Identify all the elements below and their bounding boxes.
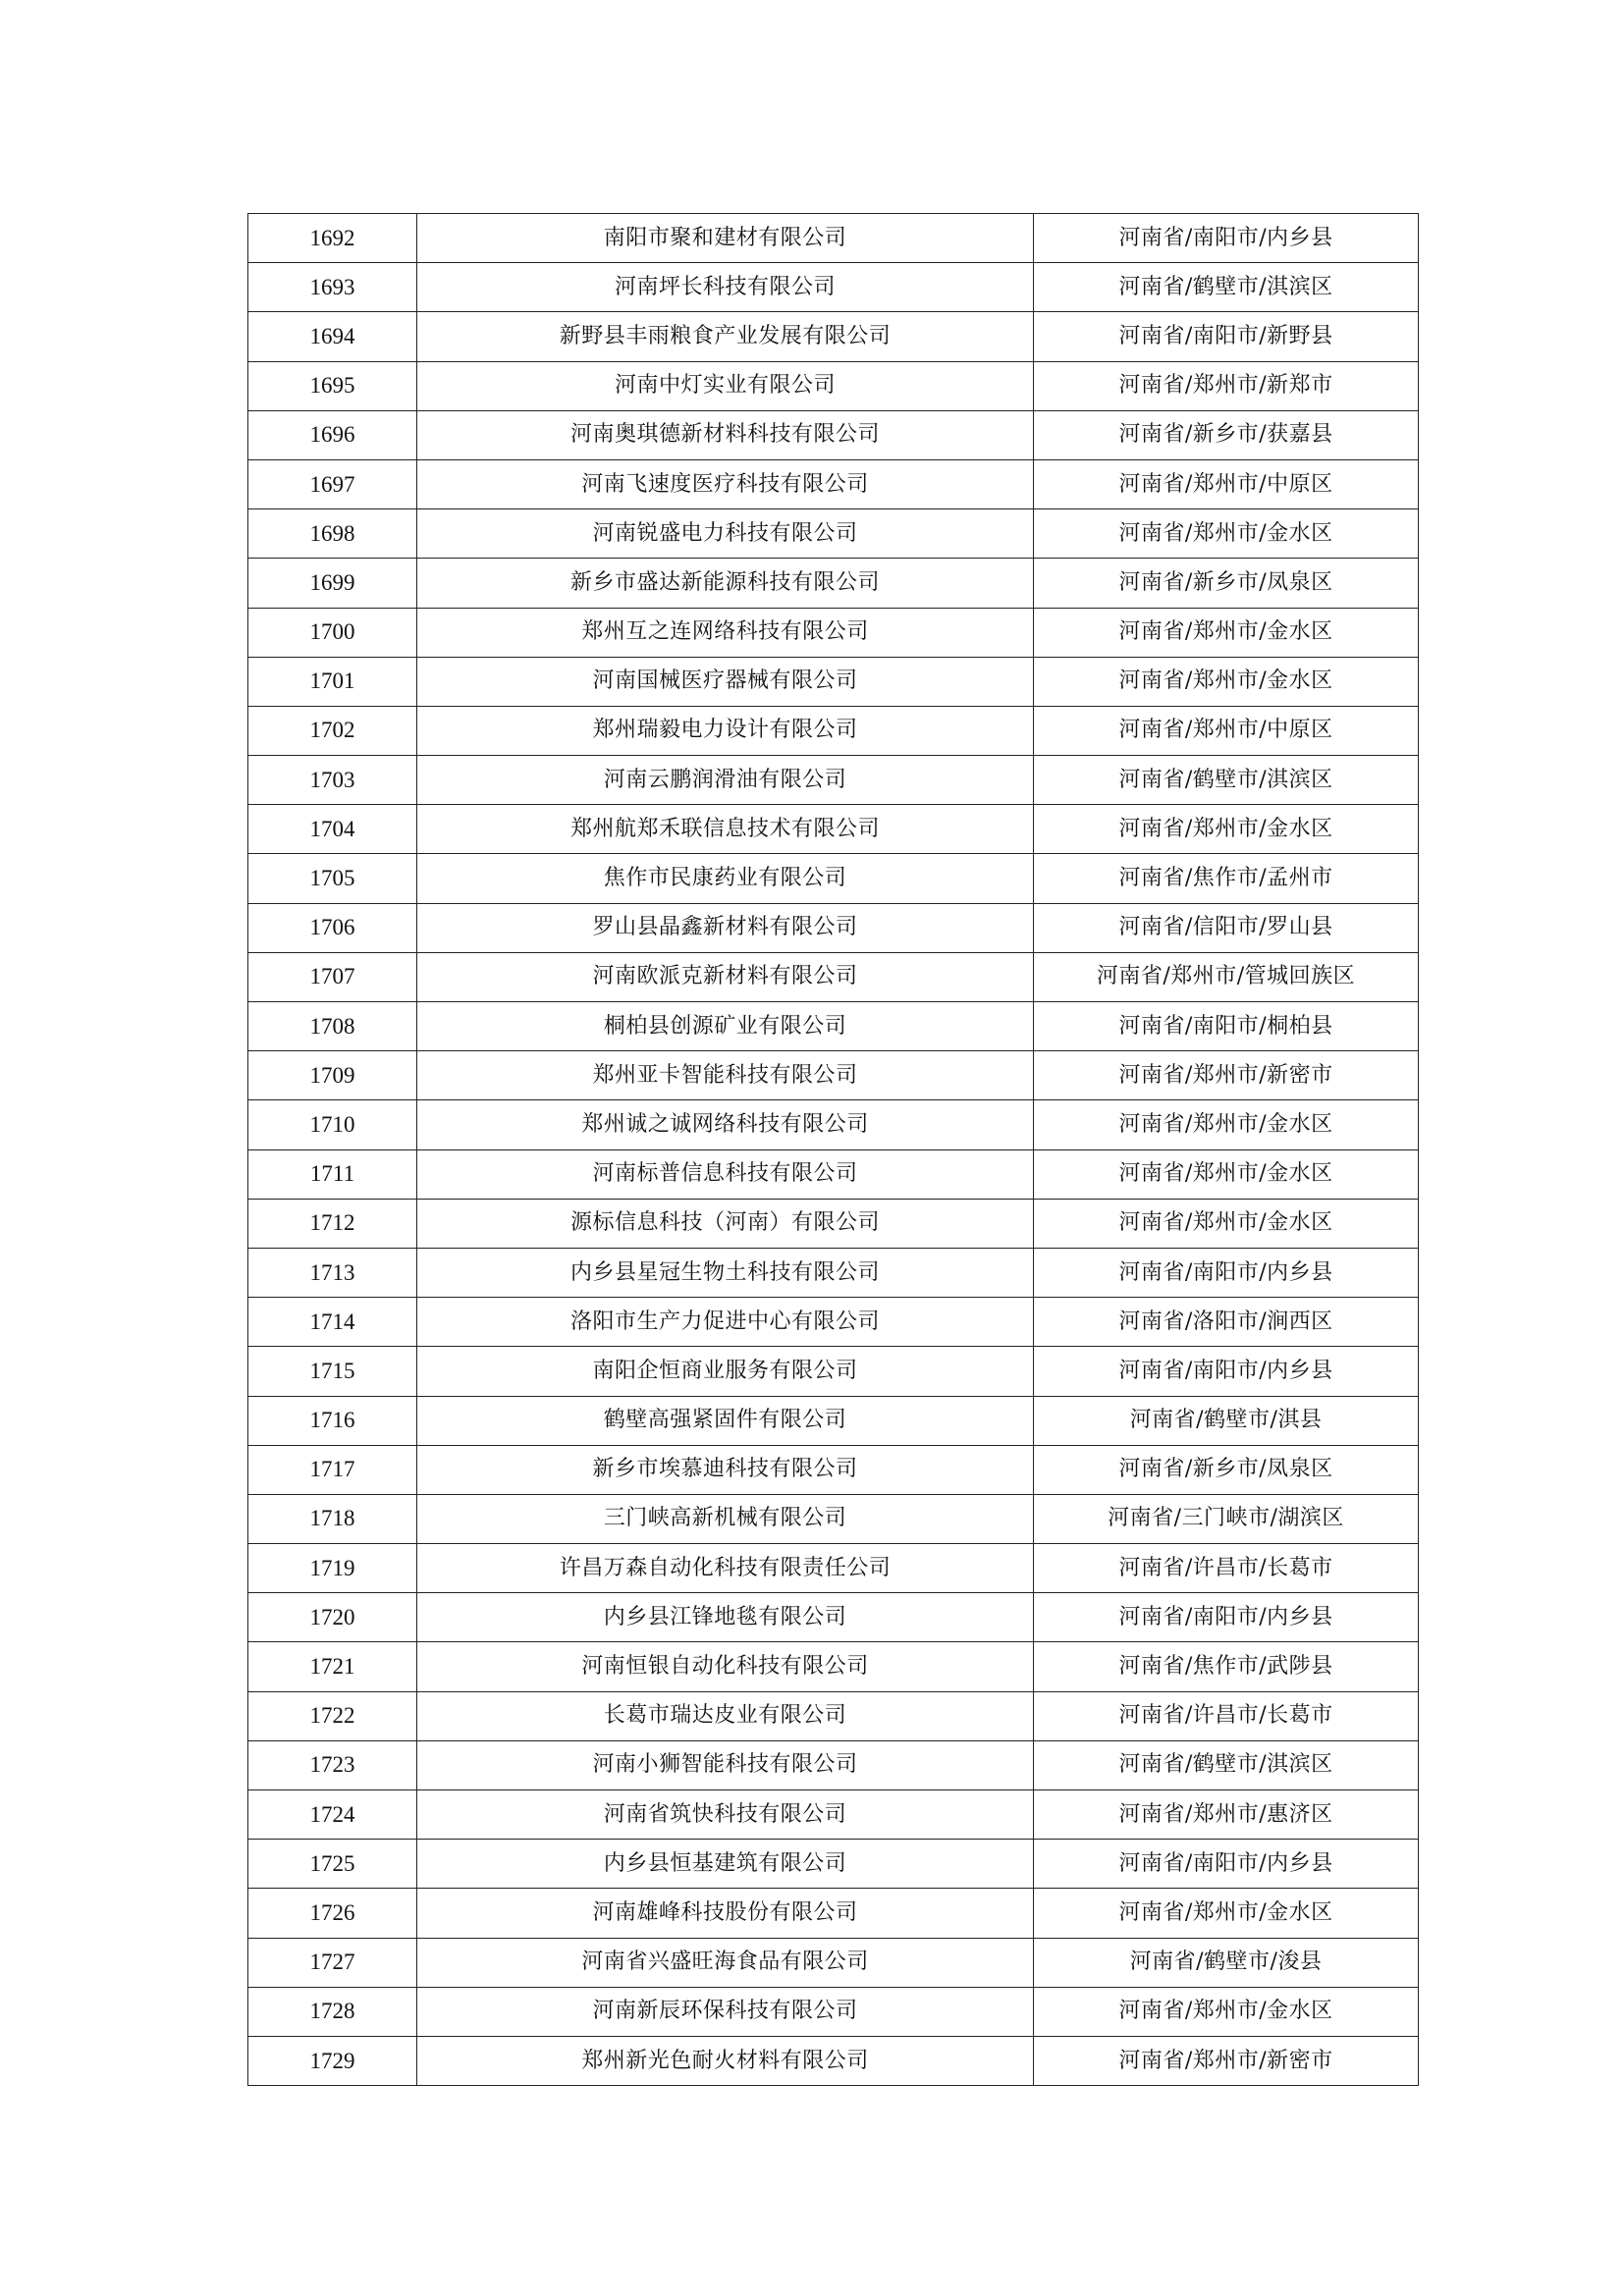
- company-name-cell: 洛阳市生产力促进中心有限公司: [417, 1298, 1034, 1347]
- row-number-cell: 1699: [248, 559, 417, 608]
- region-cell: 河南省/新乡市/获嘉县: [1034, 410, 1419, 459]
- company-name-cell: 河南中灯实业有限公司: [417, 361, 1034, 410]
- table-row: [248, 2036, 1419, 2085]
- region-cell: 河南省/南阳市/新野县: [1034, 312, 1419, 361]
- company-name-cell: 河南锐盛电力科技有限公司: [417, 509, 1034, 559]
- region-cell: 河南省/郑州市/中原区: [1034, 459, 1419, 508]
- region-cell: 河南省/郑州市/中原区: [1034, 706, 1419, 755]
- table-row: [248, 214, 1419, 263]
- company-name-cell: 罗山县晶鑫新材料有限公司: [417, 903, 1034, 952]
- company-list-body: [248, 214, 1419, 2086]
- region-cell: 河南省/鹤壁市/淇滨区: [1034, 756, 1419, 805]
- table-row: [248, 1298, 1419, 1347]
- row-number-cell: 1696: [248, 410, 417, 459]
- row-number-cell: 1722: [248, 1691, 417, 1740]
- region-cell: 河南省/郑州市/金水区: [1034, 608, 1419, 657]
- row-number-cell: 1728: [248, 1987, 417, 2036]
- table-row: [248, 1051, 1419, 1100]
- row-number-cell: 1695: [248, 361, 417, 410]
- table-row: [248, 706, 1419, 755]
- table-row: [248, 952, 1419, 1001]
- company-name-cell: 桐柏县创源矿业有限公司: [417, 1002, 1034, 1051]
- table-row: [248, 608, 1419, 657]
- region-cell: 河南省/鹤壁市/淇县: [1034, 1396, 1419, 1445]
- company-name-cell: 河南坪长科技有限公司: [417, 263, 1034, 312]
- company-name-cell: 焦作市民康药业有限公司: [417, 854, 1034, 903]
- company-list-table: [247, 213, 1419, 2086]
- company-name-cell: 鹤壁高强紧固件有限公司: [417, 1396, 1034, 1445]
- region-cell: 河南省/郑州市/新密市: [1034, 2036, 1419, 2085]
- table-row: [248, 263, 1419, 312]
- row-number-cell: 1715: [248, 1347, 417, 1396]
- region-cell: 河南省/郑州市/金水区: [1034, 1100, 1419, 1149]
- company-name-cell: 河南省筑快科技有限公司: [417, 1790, 1034, 1840]
- row-number-cell: 1718: [248, 1494, 417, 1543]
- company-name-cell: 河南欧派克新材料有限公司: [417, 952, 1034, 1001]
- row-number-cell: 1709: [248, 1051, 417, 1100]
- table-row: [248, 903, 1419, 952]
- company-name-cell: 郑州瑞毅电力设计有限公司: [417, 706, 1034, 755]
- region-cell: 河南省/郑州市/惠济区: [1034, 1790, 1419, 1840]
- row-number-cell: 1692: [248, 214, 417, 263]
- region-cell: 河南省/南阳市/内乡县: [1034, 1248, 1419, 1297]
- region-cell: 河南省/新乡市/凤泉区: [1034, 559, 1419, 608]
- company-name-cell: 南阳市聚和建材有限公司: [417, 214, 1034, 263]
- region-cell: 河南省/新乡市/凤泉区: [1034, 1445, 1419, 1494]
- row-number-cell: 1725: [248, 1840, 417, 1889]
- table-row: [248, 459, 1419, 508]
- table-row: [248, 657, 1419, 706]
- row-number-cell: 1704: [248, 805, 417, 854]
- row-number-cell: 1702: [248, 706, 417, 755]
- row-number-cell: 1710: [248, 1100, 417, 1149]
- row-number-cell: 1712: [248, 1199, 417, 1248]
- company-name-cell: 内乡县恒基建筑有限公司: [417, 1840, 1034, 1889]
- row-number-cell: 1714: [248, 1298, 417, 1347]
- company-name-cell: 长葛市瑞达皮业有限公司: [417, 1691, 1034, 1740]
- company-name-cell: 新乡市盛达新能源科技有限公司: [417, 559, 1034, 608]
- company-name-cell: 内乡县星冠生物土科技有限公司: [417, 1248, 1034, 1297]
- company-name-cell: 河南飞速度医疗科技有限公司: [417, 459, 1034, 508]
- table-row: [248, 1840, 1419, 1889]
- company-name-cell: 郑州航郑禾联信息技术有限公司: [417, 805, 1034, 854]
- region-cell: 河南省/郑州市/金水区: [1034, 1889, 1419, 1938]
- company-name-cell: 河南国械医疗器械有限公司: [417, 657, 1034, 706]
- company-name-cell: 新野县丰雨粮食产业发展有限公司: [417, 312, 1034, 361]
- table-row: [248, 756, 1419, 805]
- company-name-cell: 南阳企恒商业服务有限公司: [417, 1347, 1034, 1396]
- region-cell: 河南省/鹤壁市/淇滨区: [1034, 1740, 1419, 1789]
- row-number-cell: 1723: [248, 1740, 417, 1789]
- table-row: [248, 410, 1419, 459]
- company-name-cell: 三门峡高新机械有限公司: [417, 1494, 1034, 1543]
- company-name-cell: 河南标普信息科技有限公司: [417, 1149, 1034, 1199]
- table-row: [248, 361, 1419, 410]
- region-cell: 河南省/郑州市/金水区: [1034, 1199, 1419, 1248]
- company-name-cell: 新乡市埃慕迪科技有限公司: [417, 1445, 1034, 1494]
- company-name-cell: 河南云鹏润滑油有限公司: [417, 756, 1034, 805]
- row-number-cell: 1697: [248, 459, 417, 508]
- row-number-cell: 1707: [248, 952, 417, 1001]
- company-name-cell: 郑州互之连网络科技有限公司: [417, 608, 1034, 657]
- table-row: [248, 1740, 1419, 1789]
- company-name-cell: 郑州新光色耐火材料有限公司: [417, 2036, 1034, 2085]
- region-cell: 河南省/南阳市/桐柏县: [1034, 1002, 1419, 1051]
- row-number-cell: 1724: [248, 1790, 417, 1840]
- table-row: [248, 1544, 1419, 1593]
- region-cell: 河南省/南阳市/内乡县: [1034, 1840, 1419, 1889]
- table-row: [248, 805, 1419, 854]
- row-number-cell: 1706: [248, 903, 417, 952]
- row-number-cell: 1698: [248, 509, 417, 559]
- region-cell: 河南省/鹤壁市/浚县: [1034, 1938, 1419, 1987]
- company-name-cell: 河南奥琪德新材料科技有限公司: [417, 410, 1034, 459]
- region-cell: 河南省/郑州市/新郑市: [1034, 361, 1419, 410]
- region-cell: 河南省/焦作市/武陟县: [1034, 1642, 1419, 1691]
- company-name-cell: 许昌万森自动化科技有限责任公司: [417, 1544, 1034, 1593]
- region-cell: 河南省/洛阳市/涧西区: [1034, 1298, 1419, 1347]
- row-number-cell: 1713: [248, 1248, 417, 1297]
- table-row: [248, 1149, 1419, 1199]
- company-name-cell: 河南新辰环保科技有限公司: [417, 1987, 1034, 2036]
- row-number-cell: 1693: [248, 263, 417, 312]
- row-number-cell: 1703: [248, 756, 417, 805]
- row-number-cell: 1727: [248, 1938, 417, 1987]
- table-row: [248, 1987, 1419, 2036]
- region-cell: 河南省/郑州市/金水区: [1034, 1149, 1419, 1199]
- table-row: [248, 1445, 1419, 1494]
- table-row: [248, 559, 1419, 608]
- row-number-cell: 1708: [248, 1002, 417, 1051]
- region-cell: 河南省/郑州市/管城回族区: [1034, 952, 1419, 1001]
- company-name-cell: 郑州亚卡智能科技有限公司: [417, 1051, 1034, 1100]
- table-row: [248, 1002, 1419, 1051]
- row-number-cell: 1701: [248, 657, 417, 706]
- region-cell: 河南省/许昌市/长葛市: [1034, 1544, 1419, 1593]
- region-cell: 河南省/郑州市/金水区: [1034, 805, 1419, 854]
- row-number-cell: 1720: [248, 1593, 417, 1642]
- row-number-cell: 1726: [248, 1889, 417, 1938]
- table-row: [248, 1100, 1419, 1149]
- table-row: [248, 1396, 1419, 1445]
- company-name-cell: 源标信息科技（河南）有限公司: [417, 1199, 1034, 1248]
- region-cell: 河南省/郑州市/金水区: [1034, 657, 1419, 706]
- row-number-cell: 1700: [248, 608, 417, 657]
- company-name-cell: 河南小狮智能科技有限公司: [417, 1740, 1034, 1789]
- table-row: [248, 854, 1419, 903]
- region-cell: 河南省/南阳市/内乡县: [1034, 214, 1419, 263]
- table-row: [248, 1248, 1419, 1297]
- row-number-cell: 1717: [248, 1445, 417, 1494]
- table-row: [248, 1691, 1419, 1740]
- row-number-cell: 1716: [248, 1396, 417, 1445]
- table-row: [248, 1199, 1419, 1248]
- company-name-cell: 河南省兴盛旺海食品有限公司: [417, 1938, 1034, 1987]
- row-number-cell: 1694: [248, 312, 417, 361]
- row-number-cell: 1705: [248, 854, 417, 903]
- row-number-cell: 1719: [248, 1544, 417, 1593]
- row-number-cell: 1729: [248, 2036, 417, 2085]
- table-row: [248, 312, 1419, 361]
- table-row: [248, 1790, 1419, 1840]
- region-cell: 河南省/焦作市/孟州市: [1034, 854, 1419, 903]
- region-cell: 河南省/南阳市/内乡县: [1034, 1593, 1419, 1642]
- table-row: [248, 1938, 1419, 1987]
- table-row: [248, 1593, 1419, 1642]
- table-row: [248, 509, 1419, 559]
- company-name-cell: 河南恒银自动化科技有限公司: [417, 1642, 1034, 1691]
- row-number-cell: 1711: [248, 1149, 417, 1199]
- company-name-cell: 郑州诚之诚网络科技有限公司: [417, 1100, 1034, 1149]
- region-cell: 河南省/许昌市/长葛市: [1034, 1691, 1419, 1740]
- table-row: [248, 1642, 1419, 1691]
- row-number-cell: 1721: [248, 1642, 417, 1691]
- region-cell: 河南省/郑州市/金水区: [1034, 1987, 1419, 2036]
- company-name-cell: 内乡县江锋地毯有限公司: [417, 1593, 1034, 1642]
- region-cell: 河南省/郑州市/新密市: [1034, 1051, 1419, 1100]
- company-name-cell: 河南雄峰科技股份有限公司: [417, 1889, 1034, 1938]
- region-cell: 河南省/郑州市/金水区: [1034, 509, 1419, 559]
- table-row: [248, 1494, 1419, 1543]
- region-cell: 河南省/鹤壁市/淇滨区: [1034, 263, 1419, 312]
- region-cell: 河南省/三门峡市/湖滨区: [1034, 1494, 1419, 1543]
- table-row: [248, 1347, 1419, 1396]
- region-cell: 河南省/信阳市/罗山县: [1034, 903, 1419, 952]
- region-cell: 河南省/南阳市/内乡县: [1034, 1347, 1419, 1396]
- table-row: [248, 1889, 1419, 1938]
